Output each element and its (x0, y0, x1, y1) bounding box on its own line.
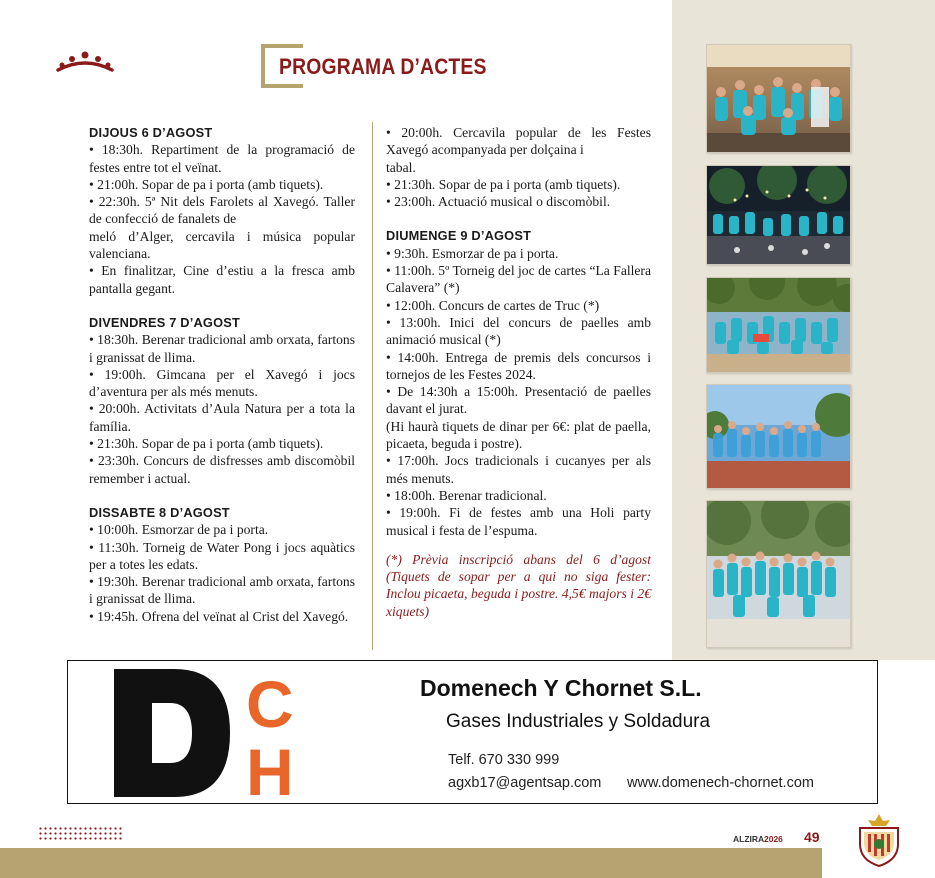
column-divider (372, 122, 373, 650)
page-title: PROGRAMA D’ACTES (279, 54, 487, 79)
event-item: • 19:00h. Gimcana per el Xavegó i jocs d’aventura per als més menuts. (89, 366, 355, 400)
event-item: • 21:00h. Sopar de pa i porta (amb tiquets). (89, 176, 324, 192)
crown-ornament-icon (56, 50, 114, 79)
event-item: • 19:30h. Berenar tradicional amb orxata, fartons i granissat de llima. (89, 574, 355, 607)
day-heading-thursday: DIJOUS 6 D’AGOST (89, 125, 213, 140)
page-number: 49 (804, 829, 820, 845)
company-phone: Telf. 670 330 999 (448, 752, 560, 768)
event-item: • 11:30h. Torneig de Water Pong i jocs aquàtics per a totes les edats. (89, 539, 355, 572)
day-heading-saturday: DISSABTE 8 D’AGOST (89, 504, 230, 520)
photo-group-tshirts (706, 500, 851, 648)
company-tagline: Gases Industriales y Soldadura (446, 711, 711, 732)
day-heading-friday: DIVENDRES 7 D’AGOST (89, 314, 240, 330)
event-item: • En finalitzar, Cine d’estiu a la fresca amb pantalla gegant. (89, 263, 355, 296)
company-email[interactable]: agxb17@agentsap.com (448, 775, 602, 791)
event-item: • 19:00h. Fi de festes amb una Holi party musical i festa de l’espuma. (386, 505, 651, 538)
event-item: tabal. (386, 159, 416, 175)
event-item: • 18:30h. Repartiment de la programació de festes entre tot el veïnat. (89, 142, 355, 175)
photo-group-lunch (706, 44, 851, 153)
photo-group-water (706, 384, 851, 489)
footer-band (0, 848, 822, 878)
footer-year: 2026 (764, 834, 783, 844)
event-item: • 20:00h. Activitats d’Aula Natura per a tota la família. (89, 401, 355, 434)
event-item: • 22:30h. 5ª Nit dels Farolets al Xavegó. Taller de confecció de fanalets de (89, 194, 355, 227)
event-item: • 12:00h. Concurs de cartes de Truc (*) (386, 297, 600, 313)
event-item: • 23:00h. Actuació musical o discomòbil. (386, 194, 611, 210)
event-item: • 10:00h. Esmorzar de pa i porta. (89, 522, 269, 538)
programme-column-left (89, 124, 355, 625)
registration-note: (*) Prèvia inscripció abans del 6 d’agost (Tiquets de sopar per a qui no siga fester: Inclou picaeta, beguda i postre. 4,5€ majors i 2€ xiquets) (386, 551, 651, 619)
event-item: • De 14:30h a 15:00h. Presentació de paelles davant el jurat. (386, 384, 651, 417)
event-item: • 9:30h. Esmorzar de pa i porta. (386, 245, 559, 261)
logo-letter-h: H (246, 735, 294, 799)
event-item: • 23:30h. Concurs de disfresses amb discomòbil remember i actual. (89, 453, 355, 486)
event-item: • 21:30h. Sopar de pa i porta (amb tiquets). (89, 436, 324, 452)
dch-logo-icon (112, 667, 308, 799)
coat-of-arms-icon (856, 812, 902, 873)
event-item: • 18:30h. Berenar tradicional amb orxata, fartons i granissat de llima. (89, 332, 355, 365)
logo-letter-c: C (246, 667, 294, 741)
day-heading-sunday: DIUMENGE 9 D’AGOST (386, 228, 532, 244)
event-item: • 19:45h. Ofrena del veïnat al Crist del Xavegó. (89, 608, 349, 624)
event-item: • 14:00h. Entrega de premis dels concursos i tornejos de les Festes 2024. (386, 349, 651, 382)
company-website[interactable]: www.domenech-chornet.com (627, 775, 814, 791)
sponsor-ad (67, 660, 878, 804)
dot-pattern-ornament (38, 826, 124, 840)
programme-column-right (386, 124, 651, 620)
event-item: (Hi haurà tiquets de dinar per 6€: plat de paella, picaeta, beguda i postre). (386, 418, 651, 452)
footer-town: ALZIRA (733, 834, 765, 844)
company-name: Domenech Y Chornet S.L. (420, 675, 702, 701)
event-item: • 17:00h. Jocs tradicionals i cucanyes per als més menuts. (386, 453, 651, 486)
event-item: • 13:00h. Inici del concurs de paelles amb animació musical (*) (386, 314, 651, 348)
event-item: • 20:00h. Cercavila popular de les Festes Xavegó acompanyada per dolçaina i (386, 125, 651, 158)
event-item: • 11:00h. 5º Torneig del joc de cartes “La Fallera Calavera” (*) (386, 263, 651, 296)
event-item: • 18:00h. Berenar tradicional. (386, 487, 547, 503)
event-item: meló d’Alger, cercavila i música popular valenciana. (89, 228, 355, 262)
photo-night-event (706, 165, 851, 265)
event-item: • 21:30h. Sopar de pa i porta (amb tiquets). (386, 176, 621, 192)
photo-group-garden (706, 277, 851, 373)
